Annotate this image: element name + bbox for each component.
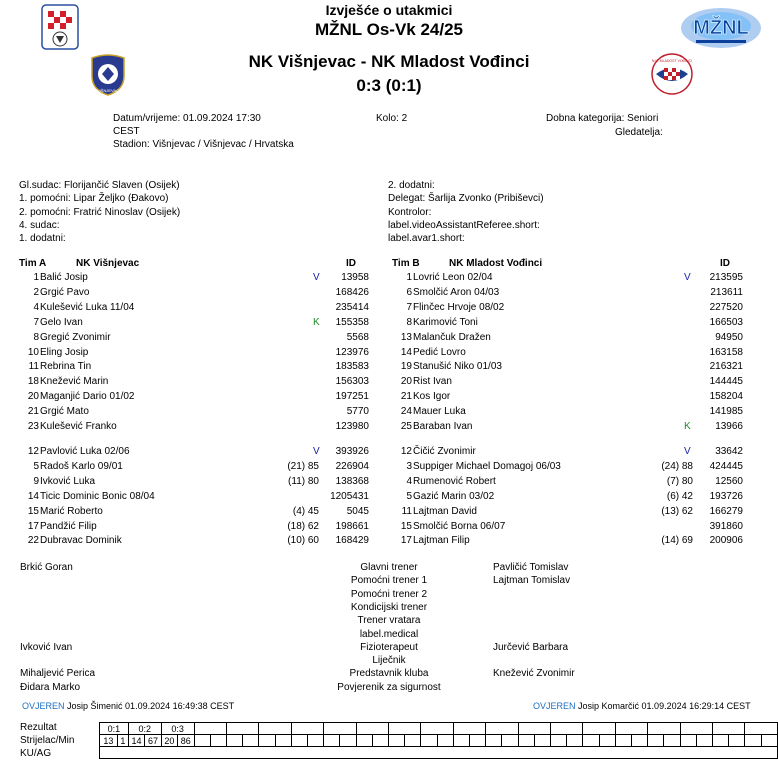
result-cell (648, 723, 680, 735)
player-number: 7 (33, 316, 39, 328)
scorer-cell: 20 (161, 735, 177, 747)
staff-role: Predstavnik kluba (349, 668, 429, 680)
official-avar: label.avar1.short: (388, 233, 465, 245)
card-row (100, 747, 778, 759)
scorer-cell (599, 735, 615, 747)
player-name: Baraban Ivan (413, 421, 473, 432)
player-sub-minute: (18) 62 (287, 520, 319, 532)
player-number: 23 (27, 421, 39, 432)
player-id: 156303 (335, 376, 369, 388)
staff-home-person: Ivković Ivan (20, 641, 73, 653)
result-cell (453, 723, 485, 735)
player-id: 213595 (709, 272, 743, 283)
away-logo-text: N.K. MLADOST VOĐINCI (651, 59, 693, 63)
scorer-cell (631, 735, 647, 747)
player-name: Marić Roberto (40, 505, 103, 517)
official-additional-2: 2. dodatni: (388, 180, 435, 191)
player-id: 213611 (710, 286, 743, 298)
player-number: 7 (406, 301, 412, 313)
result-cell (615, 723, 647, 735)
scorer-cell: 14 (128, 735, 144, 747)
match-datetime: Datum/vrijeme: 01.09.2024 17:30 (113, 113, 261, 124)
player-id: 226904 (335, 460, 369, 472)
player-name: Dubravac Dominik (40, 535, 122, 547)
scorer-cell (680, 735, 696, 747)
scorer-cell (469, 735, 485, 747)
player-id: 391860 (709, 520, 743, 532)
scorer-cell (307, 735, 323, 747)
player-name: Kulešević Luka 11/04 (40, 301, 135, 313)
verification-home (22, 701, 234, 711)
player-name: Gregić Zvonimir (40, 331, 111, 343)
result-cell (356, 723, 388, 735)
player-number: 17 (400, 535, 412, 547)
player-name: Mauer Luka (413, 406, 466, 418)
player-id: 197251 (335, 391, 369, 403)
player-sub-minute: (4) 45 (292, 505, 319, 517)
match-round: Kolo: 2 (376, 113, 408, 124)
player-number: 20 (27, 391, 39, 403)
scorer-cell (340, 735, 356, 747)
player-number: 15 (27, 505, 39, 517)
player-number: 13 (400, 331, 412, 343)
scorer-row (100, 735, 778, 747)
scorer-cell: 1 (117, 735, 128, 747)
scorer-cell (259, 735, 275, 747)
result-cell (713, 723, 745, 735)
player-number: 15 (400, 520, 412, 532)
player-id: 138368 (335, 475, 369, 487)
staff-away-person: Jurčević Barbara (493, 641, 569, 653)
player-id: 168426 (335, 286, 369, 298)
match-title: NK Višnjevac - NK Mladost Vođinci (248, 52, 530, 71)
scorer-cell (275, 735, 291, 747)
player-name: Rist Ivan (413, 376, 452, 388)
staff-away-person: Lajtman Tomislav (493, 575, 571, 587)
player-number: 8 (406, 316, 412, 328)
player-name: Gelo Ivan (40, 316, 83, 328)
verified-text-away: Josip Komarčić 01.09.2024 16:29:14 CEST (578, 701, 751, 711)
player-name: Stanušić Niko 01/03 (413, 361, 502, 373)
player-sub-minute: (6) 42 (666, 490, 693, 502)
scorer-cell (437, 735, 453, 747)
player-sub-minute: (11) 80 (288, 475, 319, 487)
spectators: Gledatelja: (615, 127, 663, 138)
officials-right (388, 179, 544, 245)
scorer-cell (648, 735, 664, 747)
scorer-cell: 13 (100, 735, 118, 747)
player-name: Flinčec Hrvoje 08/02 (413, 301, 505, 313)
player-number: 25 (400, 421, 412, 432)
player-id: 5770 (346, 406, 369, 418)
player-id: 393926 (335, 446, 369, 457)
player-number: 24 (400, 406, 412, 418)
player-id: 424445 (709, 460, 743, 472)
result-cell: 0:2 (128, 723, 161, 735)
player-role-flag: V (684, 446, 691, 457)
player-name: Pavlović Luka 02/06 (40, 446, 130, 457)
result-cell (259, 723, 291, 735)
verified-tag-away: OVJEREN (533, 701, 576, 711)
player-name: Lajtman Filip (413, 535, 470, 547)
scorer-cell (615, 735, 631, 747)
verified-tag-home: OVJEREN (22, 701, 65, 711)
official-fourth: 4. sudac: (19, 219, 60, 231)
scorer-cell (421, 735, 437, 747)
staff-role: Trener vratara (357, 615, 421, 627)
player-name: Kulešević Franko (40, 421, 117, 432)
player-name: Grgić Mato (40, 406, 89, 418)
player-number: 21 (27, 406, 39, 418)
player-number: 3 (406, 460, 412, 472)
player-id: 183583 (335, 361, 369, 373)
player-id: 5045 (346, 505, 369, 517)
league-title: MŽNL Os-Vk 24/25 (314, 20, 464, 39)
player-sub-minute: (24) 88 (661, 460, 693, 472)
staff-away-person: Pavličić Tomislav (493, 562, 569, 573)
player-id: 141985 (709, 406, 743, 418)
player-id: 5568 (346, 331, 369, 343)
scorer-cell (194, 735, 210, 747)
player-name: Pandžić Filip (40, 520, 97, 532)
player-number: 4 (33, 301, 39, 313)
official-main-referee: Gl.sudac: Florijančić Slaven (Osijek) (19, 180, 180, 191)
player-sub-minute: (21) 85 (287, 460, 319, 472)
verification-away (533, 701, 751, 711)
result-cell (486, 723, 518, 735)
scorer-cell (291, 735, 307, 747)
player-number: 2 (33, 286, 39, 298)
player-name: Karimović Toni (413, 316, 478, 328)
scorer-cell (486, 735, 502, 747)
scorer-cell (761, 735, 777, 747)
scorer-cell (534, 735, 550, 747)
player-number: 1 (406, 272, 412, 283)
player-number: 11 (401, 505, 412, 517)
player-name: Rumenović Robert (413, 475, 496, 487)
scorer-cell (550, 735, 566, 747)
result-cell (291, 723, 323, 735)
player-number: 19 (400, 361, 412, 373)
official-assistant-2: 2. pomoćni: Fratrić Ninoslav (Osijek) (19, 206, 181, 218)
scorer-cell (745, 735, 761, 747)
player-id: 123980 (335, 421, 369, 432)
player-sub-minute: (10) 60 (287, 535, 319, 547)
verified-text-home: Josip Šimenić 01.09.2024 16:49:38 CEST (67, 701, 235, 711)
team-b-name: NK Mladost Vođinci (449, 258, 543, 269)
player-name: Grgić Pavo (40, 286, 90, 298)
home-logo-text: VIŠNJEVAC (97, 88, 119, 93)
card-cell (100, 747, 778, 759)
player-role-flag: V (313, 272, 320, 283)
scorer-cell (453, 735, 469, 747)
scorer-cell (324, 735, 340, 747)
result-cell (583, 723, 615, 735)
score-grid (99, 722, 778, 759)
player-id: 193726 (709, 490, 743, 502)
staff-role: Pomoćni trener 2 (350, 588, 428, 600)
player-number: 20 (400, 376, 412, 388)
player-sub-minute: (7) 80 (666, 475, 693, 487)
scorer-cell (356, 735, 372, 747)
player-role-flag: V (684, 272, 691, 283)
match-score: 0:3 (0:1) (356, 76, 422, 95)
player-number: 21 (400, 391, 412, 403)
player-name: Ivković Luka (40, 475, 96, 487)
official-assistant-1: 1. pomoćni: Lipar Željko (Đakovo) (19, 193, 169, 205)
player-number: 10 (27, 346, 39, 358)
player-id: 13966 (715, 421, 743, 432)
player-id: 158204 (709, 391, 743, 403)
staff-role: Liječnik (372, 655, 406, 667)
team-a-name: NK Višnjevac (76, 258, 140, 269)
result-cell (194, 723, 226, 735)
player-name: Eling Josip (40, 346, 89, 358)
player-name: Kos Igor (413, 391, 451, 403)
player-id: 144445 (709, 376, 743, 388)
player-name: Smolčić Aron 04/03 (413, 286, 500, 298)
player-number: 1 (33, 272, 39, 283)
player-number: 18 (27, 376, 39, 388)
scorer-cell (502, 735, 518, 747)
player-number: 11 (28, 361, 39, 373)
official-var: label.videoAssistantReferee.short: (388, 219, 540, 231)
staff-role: Glavni trener (360, 562, 418, 573)
team-a-id-header: ID (346, 258, 356, 269)
staff-home-person: Mihaljević Perica (20, 668, 96, 680)
scorer-cell (696, 735, 712, 747)
player-name: Suppiger Michael Domagoj 06/03 (413, 460, 561, 472)
player-name: Radoš Karlo 09/01 (40, 460, 123, 472)
player-id: 216321 (709, 361, 743, 373)
player-name: Knežević Marin (40, 376, 109, 388)
result-cell (745, 723, 778, 735)
result-row (100, 723, 778, 735)
label-scorer: Strijelac/Min (20, 735, 75, 746)
result-cell (324, 723, 356, 735)
scorer-cell (388, 735, 404, 747)
official-controller: Kontrolor: (388, 206, 432, 218)
player-id: 235414 (335, 301, 369, 313)
scorer-cell (583, 735, 599, 747)
mznl-logo (676, 2, 766, 54)
scorer-cell (226, 735, 242, 747)
staff-home-person: Brkić Goran (20, 562, 73, 573)
player-name: Ticic Dominic Bonic 08/04 (40, 490, 155, 502)
player-id: 1205431 (330, 490, 369, 502)
team-b-id-header: ID (720, 258, 730, 269)
player-number: 22 (27, 535, 39, 547)
scorer-cell (243, 735, 259, 747)
player-id: 166279 (709, 505, 743, 517)
report-title: Izvješće o utakmici (325, 2, 453, 18)
label-result: Rezultat (20, 722, 57, 733)
player-id: 198661 (335, 520, 369, 532)
staff-role: Fizioterapeut (360, 641, 418, 653)
match-timezone: CEST (113, 126, 140, 137)
player-role-flag: V (313, 446, 320, 457)
away-club-logo (650, 52, 694, 96)
player-id: 13958 (341, 272, 369, 283)
result-cell (421, 723, 453, 735)
scorer-cell (405, 735, 421, 747)
staff-role: Kondicijski trener (350, 601, 428, 613)
scorer-cell (372, 735, 388, 747)
player-id: 12560 (715, 475, 743, 487)
staff-away-person: Knežević Zvonimir (493, 668, 575, 680)
scorer-cell: 86 (178, 735, 194, 747)
player-id: 200906 (709, 535, 743, 547)
result-cell (518, 723, 550, 735)
staff-home-person: Đidara Marko (20, 681, 81, 693)
scorer-cell (210, 735, 226, 747)
player-number: 12 (400, 446, 412, 457)
player-name: Maganjić Dario 01/02 (40, 391, 135, 403)
player-id: 94950 (715, 331, 743, 343)
result-cell: 0:3 (161, 723, 194, 735)
staff-role: Povjerenik za sigurnost (337, 681, 441, 693)
player-role-flag: K (313, 316, 320, 328)
player-id: 166503 (709, 316, 743, 328)
player-number: 5 (406, 490, 412, 502)
scorer-cell (518, 735, 534, 747)
official-delegate: Delegat: Šarlija Zvonko (Pribiševci) (388, 193, 544, 205)
scorer-cell (729, 735, 745, 747)
result-cell (550, 723, 582, 735)
player-number: 17 (27, 520, 39, 532)
player-id: 163158 (709, 346, 743, 358)
player-sub-minute: (13) 62 (661, 505, 693, 517)
result-cell (680, 723, 712, 735)
player-number: 12 (27, 446, 39, 457)
player-name: Rebrina Tin (40, 361, 92, 373)
hns-logo (40, 3, 80, 53)
player-number: 5 (33, 460, 39, 472)
scorer-cell (567, 735, 583, 747)
player-sub-minute: (14) 69 (661, 535, 693, 547)
scorer-cell: 67 (145, 735, 161, 747)
player-number: 6 (406, 286, 412, 298)
age-category: Dobna kategorija: Seniori (546, 113, 659, 124)
player-name: Lajtman David (413, 505, 477, 517)
player-name: Pedić Lovro (413, 346, 466, 358)
player-id: 33642 (715, 446, 743, 457)
result-cell: 0:1 (100, 723, 129, 735)
label-yellow-red: KU/AG (20, 748, 52, 759)
player-number: 14 (400, 346, 412, 358)
player-number: 8 (33, 331, 39, 343)
player-id: 155358 (335, 316, 369, 328)
result-cell (226, 723, 258, 735)
player-number: 4 (406, 475, 412, 487)
player-number: 9 (33, 475, 39, 487)
staff-role: Pomoćni trener 1 (350, 575, 428, 587)
scorer-cell (664, 735, 680, 747)
mznl-logo-text: MŽNL (693, 17, 749, 39)
match-stadium: Stadion: Višnjevac / Višnjevac / Hrvatska (113, 139, 294, 150)
staff-role: label.medical (359, 628, 419, 640)
player-id: 168429 (335, 535, 369, 547)
player-name: Balić Josip (40, 272, 88, 283)
player-name: Čičić Zvonimir (413, 446, 476, 457)
player-number: 14 (27, 490, 39, 502)
player-name: Smolčić Borna 06/07 (413, 520, 506, 532)
player-role-flag: K (684, 421, 691, 432)
player-id: 227520 (709, 301, 743, 313)
official-additional-1: 1. dodatni: (19, 233, 66, 245)
player-name: Gazić Marin 03/02 (413, 490, 495, 502)
scorer-cell (713, 735, 729, 747)
team-a-label: Tim A (19, 258, 47, 269)
home-club-logo (88, 52, 128, 96)
team-b-label: Tim B (392, 258, 420, 269)
player-name: Malančuk Dražen (413, 331, 491, 343)
player-name: Lovrić Leon 02/04 (413, 272, 493, 283)
result-cell (388, 723, 420, 735)
officials-left (19, 179, 180, 245)
player-id: 123976 (335, 346, 369, 358)
